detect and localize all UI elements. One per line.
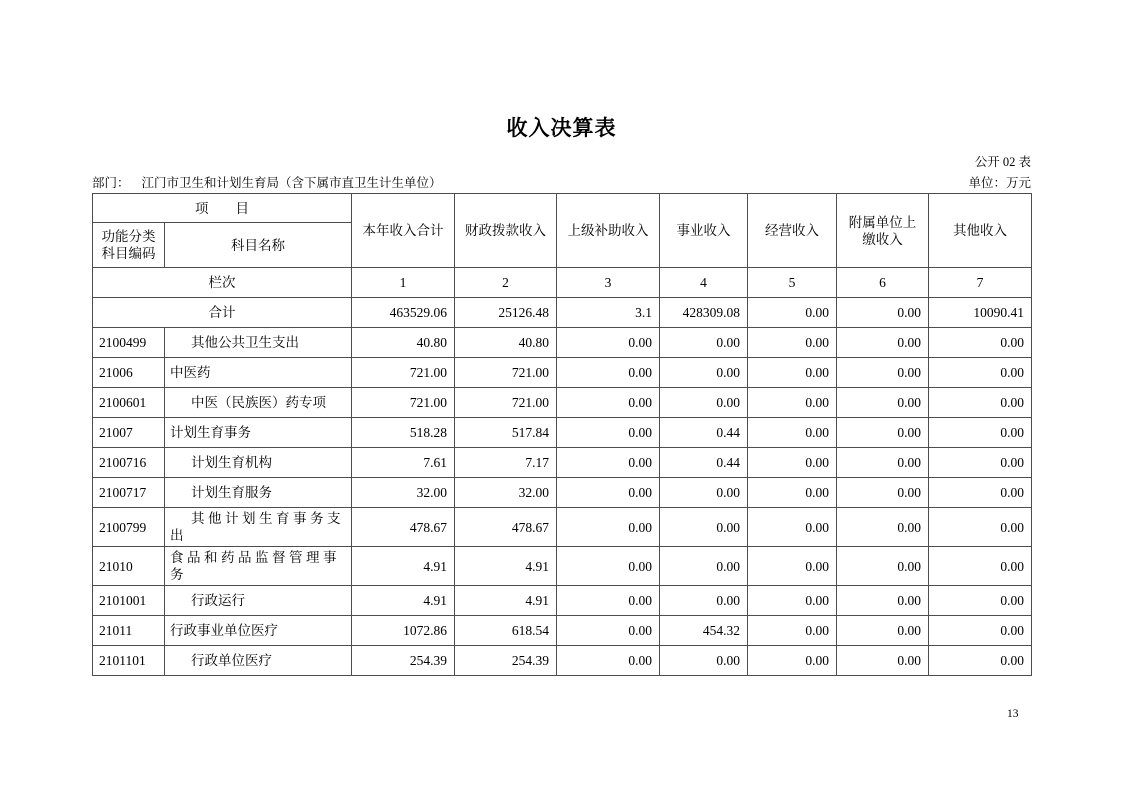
row-value: 0.00 (929, 508, 1032, 547)
row-subject-code: 2100499 (93, 328, 165, 358)
row-subject-code: 21007 (93, 418, 165, 448)
header-other-income: 其他收入 (929, 194, 1032, 268)
row-value: 4.91 (455, 547, 557, 586)
row-value: 0.00 (557, 358, 660, 388)
row-subject-name: 中医（民族医）药专项 (165, 388, 352, 418)
row-value: 0.00 (557, 388, 660, 418)
row-value: 0.00 (929, 448, 1032, 478)
total-row-value: 0.00 (748, 298, 837, 328)
rank-number: 3 (557, 268, 660, 298)
row-value: 7.17 (455, 448, 557, 478)
row-subject-code: 2100601 (93, 388, 165, 418)
table-row (93, 547, 1032, 586)
row-value: 0.44 (660, 418, 748, 448)
row-subject-code: 2100799 (93, 508, 165, 547)
header-item-group: 项 目 (93, 194, 352, 223)
header-function-code: 功能分类科目编码 (93, 223, 165, 268)
row-value: 517.84 (455, 418, 557, 448)
row-value: 0.00 (748, 358, 837, 388)
row-value: 0.00 (660, 478, 748, 508)
row-value: 454.32 (660, 616, 748, 646)
row-value: 0.00 (557, 616, 660, 646)
table-row (93, 478, 1032, 508)
row-subject-name: 食品和药品监督管理事 务 (165, 547, 352, 586)
rank-number: 2 (455, 268, 557, 298)
row-value: 0.00 (837, 616, 929, 646)
total-row-value: 0.00 (837, 298, 929, 328)
row-value: 0.00 (837, 508, 929, 547)
row-value: 1072.86 (352, 616, 455, 646)
header-fiscal-appropriation-income: 财政拨款收入 (455, 194, 557, 268)
rank-number: 4 (660, 268, 748, 298)
row-value: 0.00 (929, 646, 1032, 676)
row-value: 40.80 (455, 328, 557, 358)
page-title: 收入决算表 (506, 116, 617, 140)
total-row-value: 428309.08 (660, 298, 748, 328)
row-value: 0.00 (837, 586, 929, 616)
row-subject-name: 计划生育机构 (165, 448, 352, 478)
row-subject-name: 计划生育事务 (165, 418, 352, 448)
table-body (93, 298, 1032, 676)
table-row (93, 448, 1032, 478)
row-value: 0.00 (557, 547, 660, 586)
header-subordinate-unit-remittance: 附属单位上缴收入 (837, 194, 929, 268)
rank-number: 5 (748, 268, 837, 298)
row-value: 0.00 (837, 358, 929, 388)
header-operating-income: 事业收入 (660, 194, 748, 268)
row-subject-name: 行政事业单位医疗 (165, 616, 352, 646)
row-value: 518.28 (352, 418, 455, 448)
row-value: 7.61 (352, 448, 455, 478)
total-row-value: 3.1 (557, 298, 660, 328)
header-business-income: 经营收入 (748, 194, 837, 268)
table-row (93, 418, 1032, 448)
row-value: 0.00 (929, 328, 1032, 358)
row-value: 0.00 (748, 388, 837, 418)
row-value: 0.00 (837, 478, 929, 508)
row-value: 0.00 (557, 328, 660, 358)
unit-label: 单位：万元 (968, 176, 1031, 190)
department-line (92, 173, 442, 191)
row-subject-name: 中医药 (165, 358, 352, 388)
row-value: 0.00 (837, 547, 929, 586)
row-value: 0.00 (929, 586, 1032, 616)
total-row-value: 25126.48 (455, 298, 557, 328)
row-value: 478.67 (455, 508, 557, 547)
row-value: 0.00 (837, 388, 929, 418)
row-value: 0.00 (748, 646, 837, 676)
total-row-label: 合计 (93, 298, 352, 328)
row-value: 4.91 (455, 586, 557, 616)
row-subject-code: 21010 (93, 547, 165, 586)
row-value: 721.00 (455, 388, 557, 418)
row-value: 721.00 (352, 358, 455, 388)
table-row (93, 508, 1032, 547)
row-value: 0.00 (557, 586, 660, 616)
row-value: 0.00 (748, 586, 837, 616)
row-value: 0.00 (748, 508, 837, 547)
total-row-value: 10090.41 (929, 298, 1032, 328)
row-value: 0.00 (557, 508, 660, 547)
row-subject-name: 其他计划生育事务支 出 (165, 508, 352, 547)
row-subject-name: 行政运行 (165, 586, 352, 616)
row-value: 32.00 (352, 478, 455, 508)
rank-number: 7 (929, 268, 1032, 298)
row-value: 0.00 (929, 547, 1032, 586)
row-value: 32.00 (455, 478, 557, 508)
row-value: 0.00 (929, 358, 1032, 388)
row-subject-code: 2101001 (93, 586, 165, 616)
row-value: 40.80 (352, 328, 455, 358)
row-value: 0.00 (748, 328, 837, 358)
row-value: 0.44 (660, 448, 748, 478)
income-final-accounts-table (92, 193, 1032, 676)
row-value: 0.00 (660, 508, 748, 547)
row-value: 0.00 (660, 547, 748, 586)
row-value: 254.39 (352, 646, 455, 676)
header-subject-name: 科目名称 (165, 223, 352, 268)
row-value: 0.00 (837, 328, 929, 358)
rank-number: 6 (837, 268, 929, 298)
header-superior-subsidy-income: 上级补助收入 (557, 194, 660, 268)
header-total-income: 本年收入合计 (352, 194, 455, 268)
page-number: 13 (1007, 708, 1019, 720)
row-value: 0.00 (837, 418, 929, 448)
row-value: 721.00 (455, 358, 557, 388)
row-subject-name: 行政单位医疗 (165, 646, 352, 676)
table-row (93, 646, 1032, 676)
table-row (93, 616, 1032, 646)
table-row (93, 586, 1032, 616)
row-value: 0.00 (748, 418, 837, 448)
total-row-value: 463529.06 (352, 298, 455, 328)
row-value: 0.00 (660, 328, 748, 358)
row-value: 0.00 (929, 616, 1032, 646)
table-row (93, 358, 1032, 388)
department-name: 江门市卫生和计划生育局（含下属市直卫生计生单位） (141, 176, 442, 190)
table-row (93, 328, 1032, 358)
row-value: 0.00 (837, 646, 929, 676)
department-label: 部门： (92, 176, 130, 190)
form-code-label: 公开 02 表 (974, 155, 1031, 169)
total-row (93, 298, 1032, 328)
row-subject-code: 21006 (93, 358, 165, 388)
row-value: 0.00 (660, 646, 748, 676)
row-value: 721.00 (352, 388, 455, 418)
row-value: 478.67 (352, 508, 455, 547)
page-content (92, 0, 1031, 676)
row-value: 618.54 (455, 616, 557, 646)
row-value: 0.00 (748, 616, 837, 646)
row-value: 0.00 (748, 547, 837, 586)
row-value: 0.00 (929, 388, 1032, 418)
row-subject-code: 2101101 (93, 646, 165, 676)
row-value: 4.91 (352, 586, 455, 616)
row-value: 0.00 (557, 448, 660, 478)
row-value: 0.00 (660, 388, 748, 418)
row-value: 0.00 (929, 478, 1032, 508)
row-subject-name: 其他公共卫生支出 (165, 328, 352, 358)
rank-label: 栏次 (93, 268, 352, 298)
rank-number: 1 (352, 268, 455, 298)
row-value: 0.00 (748, 478, 837, 508)
row-subject-code: 2100717 (93, 478, 165, 508)
row-value: 0.00 (929, 418, 1032, 448)
row-value: 0.00 (557, 478, 660, 508)
row-value: 0.00 (557, 646, 660, 676)
row-value: 0.00 (660, 358, 748, 388)
row-value: 4.91 (352, 547, 455, 586)
row-value: 0.00 (748, 448, 837, 478)
row-subject-name: 计划生育服务 (165, 478, 352, 508)
row-subject-code: 2100716 (93, 448, 165, 478)
row-subject-code: 21011 (93, 616, 165, 646)
meta-row (92, 173, 1031, 191)
row-value: 0.00 (837, 448, 929, 478)
row-value: 254.39 (455, 646, 557, 676)
row-value: 0.00 (660, 586, 748, 616)
table-header (93, 194, 1032, 298)
table-row (93, 388, 1032, 418)
row-value: 0.00 (557, 418, 660, 448)
